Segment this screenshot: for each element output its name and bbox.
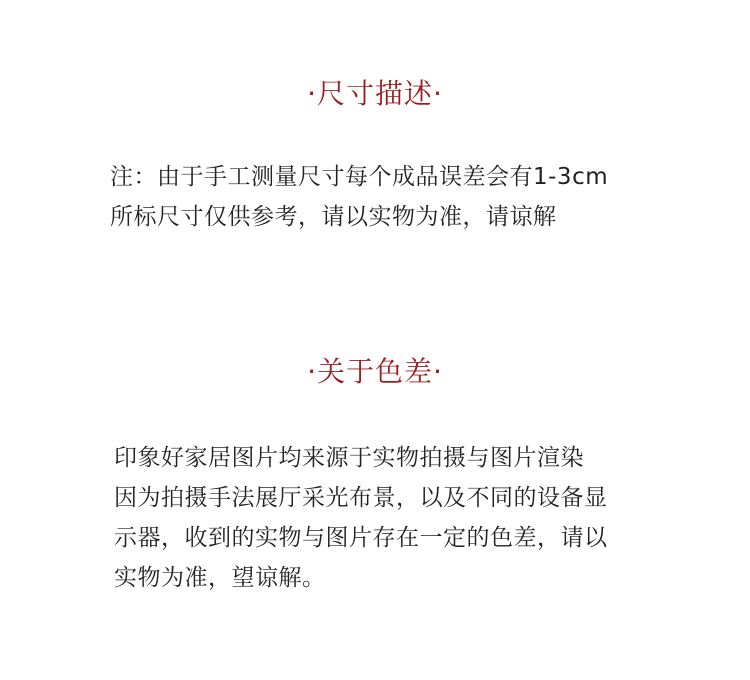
- color-section-title: ·关于色差·: [307, 355, 443, 388]
- color-line-1: 印象好家居图片均来源于实物拍摄与图片渲染: [114, 445, 584, 471]
- color-line-2: 因为拍摄手法展厅采光布景，以及不同的设备显: [114, 485, 608, 511]
- size-line-1: 注：由于手工测量尺寸每个成品误差会有1-3cm: [110, 164, 609, 190]
- color-line-4: 实物为准，望谅解。: [114, 565, 326, 591]
- size-section-title: ·尺寸描述·: [307, 77, 443, 110]
- size-line-2: 所标尺寸仅供参考，请以实物为准，请谅解: [110, 204, 557, 230]
- size-section-text: [110, 157, 670, 237]
- color-section-text: [114, 438, 674, 598]
- color-line-3: 示器，收到的实物与图片存在一定的色差，请以: [114, 525, 608, 551]
